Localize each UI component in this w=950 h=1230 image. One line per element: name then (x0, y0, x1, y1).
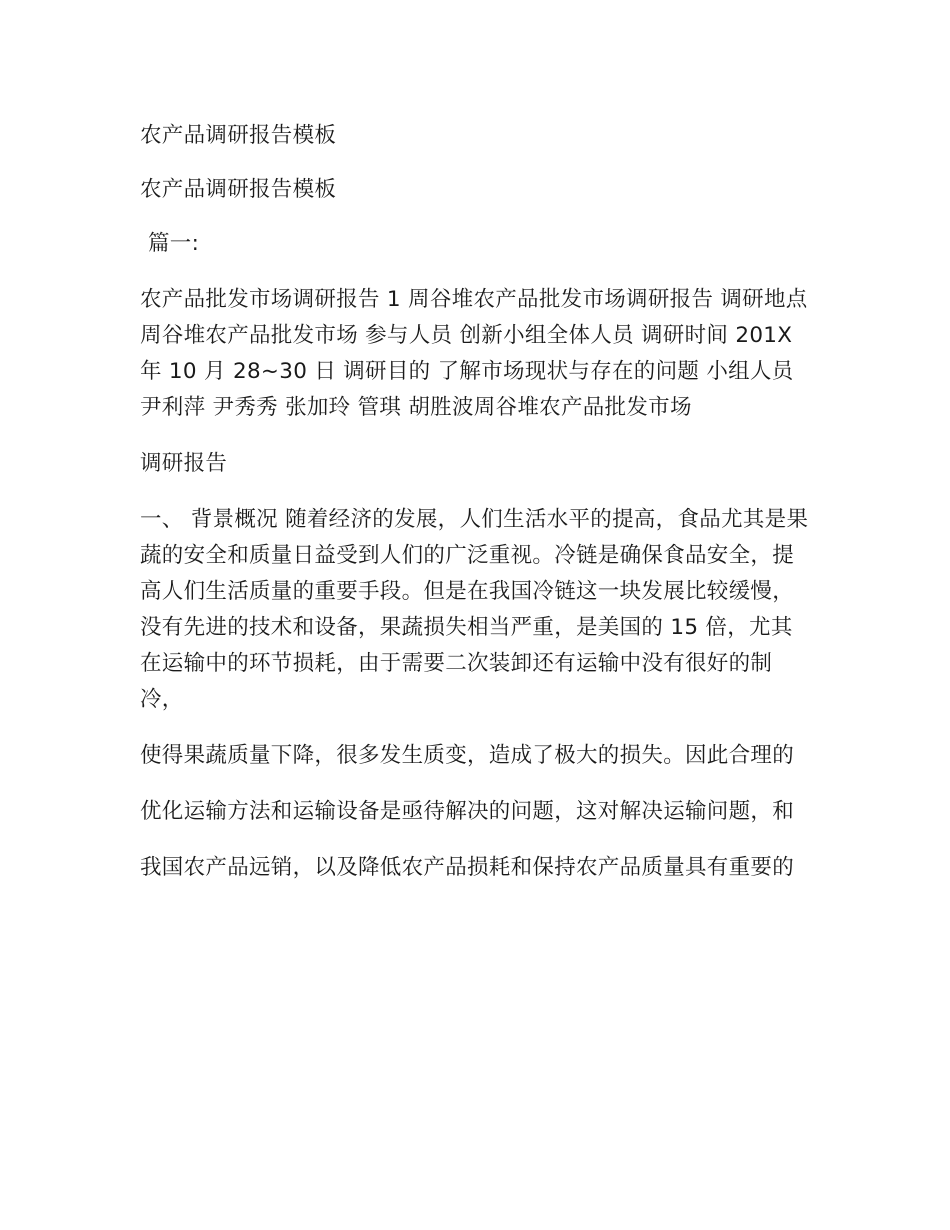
body-paragraph: 我国农产品远销，以及降低农产品损耗和保持农产品质量具有重要的 (140, 855, 795, 880)
body-paragraph-background: 一、 背景概况 随着经济的发展，人们生活水平的提高，食品尤其是果蔬的安全和质量日益受到人们的广泛重视。冷链是确保食品安全，提高人们生活质量的重要手段。但是在我国冷链这一块发展比较缓慢，没有先进的技术和设备，果蔬损失相当严重，是美国的 15 倍，尤其在运输中的环节损耗，由于需要二次装卸还有运输中没有很好的制冷， (140, 507, 809, 712)
body-paragraph: 优化运输方法和运输设备是亟待解决的问题，这对解决运输问题，和 (140, 799, 795, 824)
section-label: 篇一: (148, 231, 200, 256)
document-subtitle: 农产品调研报告模板 (140, 177, 337, 202)
document-title: 农产品调研报告模板 (140, 123, 337, 148)
report-subheading: 调研报告 (140, 451, 228, 476)
body-paragraph: 使得果蔬质量下降，很多发生质变，造成了极大的损失。因此合理的 (140, 743, 795, 768)
document-body (140, 118, 812, 886)
intro-paragraph: 农产品批发市场调研报告 1 周谷堆农产品批发市场调研报告 调研地点 周谷堆农产品批发市场 参与人员 创新小组全体人员 调研时间 201X 年 10 月 28~30 日 调研目的 了解市场现状与存在的问题 小组人员 尹利萍 尹秀秀 张加玲 管琪 胡胜波周谷堆农产品批发市场 (140, 287, 808, 420)
